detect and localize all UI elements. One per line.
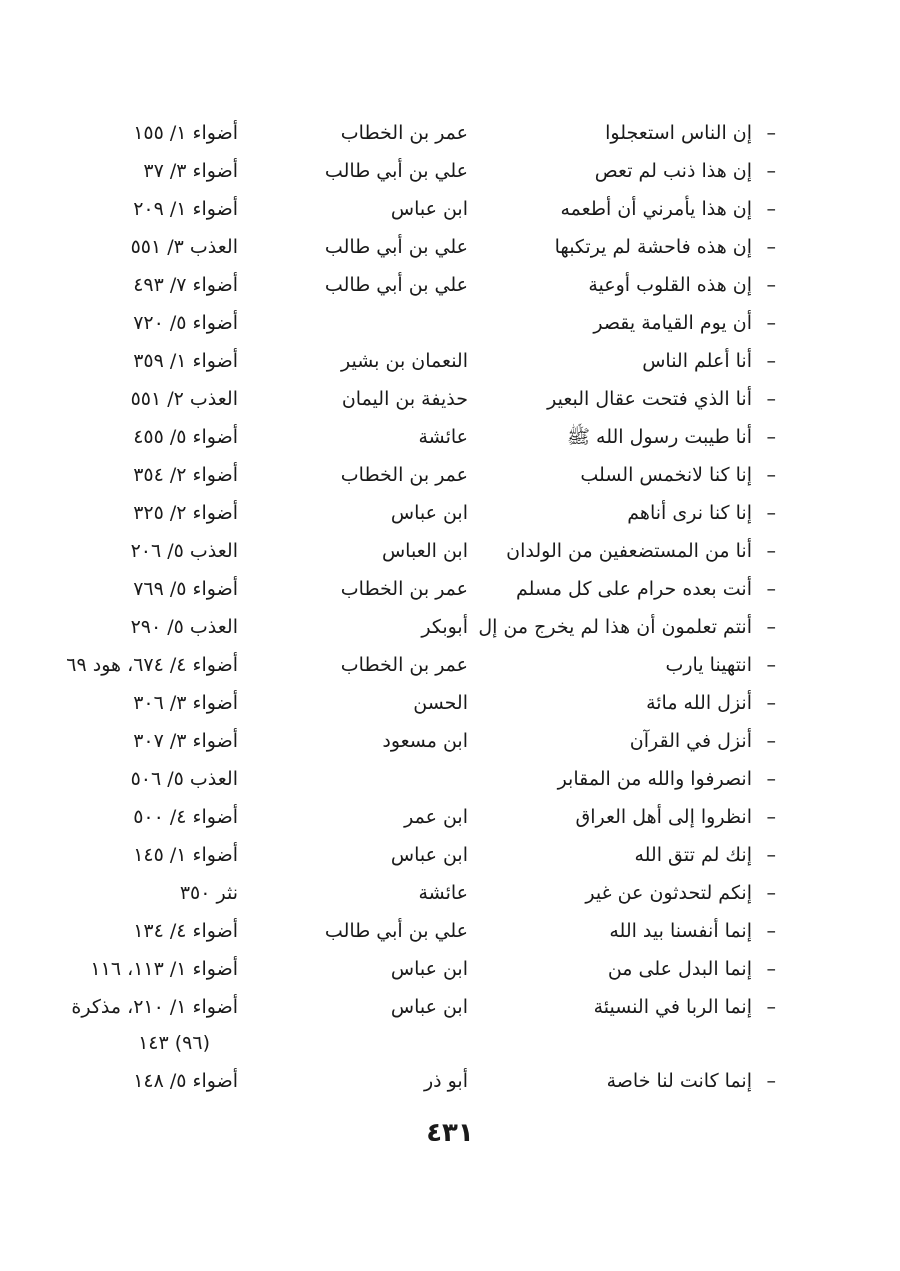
entry-text: أنا طيبت رسول الله ﷺ xyxy=(567,426,752,448)
entry-reference: العذب ٥/ ٢٩٠ xyxy=(130,616,238,638)
entry-reference: أضواء ٤/ ٦٧٤، هود ٦٩ xyxy=(66,654,238,676)
entry-narrator: علي بن أبي طالب xyxy=(324,236,468,258)
entry-text: إن هذه فاحشة لم يرتكبها xyxy=(554,236,752,258)
entry-dash: – xyxy=(766,122,776,144)
entry-narrator: ابن عباس xyxy=(390,198,468,220)
index-entry xyxy=(0,800,900,834)
entry-dash: – xyxy=(766,692,776,714)
entry-reference: أضواء ١/ ١٤٥ xyxy=(133,844,238,866)
entry-narrator: حذيفة بن اليمان xyxy=(341,388,468,410)
entry-reference: أضواء ٥/ ١٤٨ xyxy=(133,1070,238,1092)
entry-narrator: ابن مسعود xyxy=(382,730,468,752)
entry-narrator: ابن عباس xyxy=(390,844,468,866)
entry-text: أن يوم القيامة يقصر xyxy=(593,312,752,334)
index-entry xyxy=(0,914,900,948)
entry-narrator: الحسن xyxy=(413,692,468,714)
entry-text: أنا من المستضعفين من الولدان xyxy=(506,540,752,562)
entry-reference: العذب ٥/ ٥٠٦ xyxy=(130,768,238,790)
index-entry xyxy=(0,534,900,568)
entry-text: إنما البدل على من xyxy=(607,958,752,980)
entry-narrator: ابن عمر xyxy=(404,806,468,828)
entry-narrator: ابن عباس xyxy=(390,958,468,980)
entry-dash: – xyxy=(766,350,776,372)
entry-text: إنكم لتحدثون عن غير xyxy=(585,882,752,904)
entry-reference: أضواء ١/ ١٥٥ xyxy=(133,122,238,144)
index-entry xyxy=(0,572,900,606)
entry-narrator: علي بن أبي طالب xyxy=(324,160,468,182)
entry-reference: أضواء ٥/ ٧٢٠ xyxy=(133,312,238,334)
entry-text: أنا أعلم الناس xyxy=(642,350,752,372)
entry-dash: – xyxy=(766,160,776,182)
entry-reference: أضواء ٤/ ٥٠٠ xyxy=(133,806,238,828)
entry-narrator: عمر بن الخطاب xyxy=(340,122,468,144)
entry-dash: – xyxy=(766,844,776,866)
entry-dash: – xyxy=(766,996,776,1018)
entry-text: إنما الربا في النسيئة xyxy=(593,996,752,1018)
entry-dash: – xyxy=(766,730,776,752)
entry-narrator: عائشة xyxy=(418,426,468,448)
entry-text: أنزل في القرآن xyxy=(629,730,752,752)
entry-text: إن هذا ذنب لم تعص xyxy=(594,160,752,182)
entry-reference: أضواء ٣/ ٣٠٦ xyxy=(133,692,238,714)
index-entry xyxy=(0,116,900,150)
entry-reference: أضواء ٣/ ٣٠٧ xyxy=(133,730,238,752)
entry-text: إنما أنفسنا بيد الله xyxy=(609,920,752,942)
index-entry xyxy=(0,268,900,302)
entry-narrator: عمر بن الخطاب xyxy=(340,578,468,600)
entry-dash: – xyxy=(766,768,776,790)
entry-dash: – xyxy=(766,274,776,296)
entry-reference: أضواء ١/ ٢١٠، مذكرة xyxy=(71,996,238,1018)
entry-text: إنا كنا نرى أناهم xyxy=(627,502,752,524)
index-entry xyxy=(0,344,900,378)
index-entry-continuation xyxy=(0,1026,900,1060)
entry-narrator: النعمان بن بشير xyxy=(341,350,468,372)
entry-reference: أضواء ٢/ ٣٥٤ xyxy=(133,464,238,486)
entry-reference: العذب ٢/ ٥٥١ xyxy=(130,388,238,410)
entry-text: إن الناس استعجلوا xyxy=(605,122,752,144)
index-entry xyxy=(0,686,900,720)
entry-text: إن هذا يأمرني أن أطعمه xyxy=(560,198,752,220)
entry-reference: أضواء ٥/ ٤٥٥ xyxy=(133,426,238,448)
entry-dash: – xyxy=(766,958,776,980)
index-entry xyxy=(0,458,900,492)
entry-dash: – xyxy=(766,198,776,220)
index-entry xyxy=(0,382,900,416)
entry-reference-continued: (٩٦) ١٤٣ xyxy=(138,1032,210,1054)
entry-reference: أضواء ٢/ ٣٢٥ xyxy=(133,502,238,524)
entry-dash: – xyxy=(766,806,776,828)
entry-text: إنما كانت لنا خاصة xyxy=(606,1070,752,1092)
entry-dash: – xyxy=(766,502,776,524)
entry-narrator: علي بن أبي طالب xyxy=(324,920,468,942)
entry-dash: – xyxy=(766,578,776,600)
index-entry xyxy=(0,1064,900,1098)
index-entry xyxy=(0,990,900,1024)
entry-reference: أضواء ١/ ٣٥٩ xyxy=(133,350,238,372)
entry-reference: أضواء ٣/ ٣٧ xyxy=(143,160,238,182)
entry-reference: العذب ٥/ ٢٠٦ xyxy=(130,540,238,562)
entry-text: أنت بعده حرام على كل مسلم xyxy=(515,578,752,600)
index-entry xyxy=(0,230,900,264)
entry-text: انتهينا يارب xyxy=(665,654,752,676)
entry-text: أنزل الله مائة xyxy=(646,692,752,714)
entry-dash: – xyxy=(766,654,776,676)
index-entry xyxy=(0,724,900,758)
entry-text: إنك لم تتق الله xyxy=(634,844,752,866)
entry-dash: – xyxy=(766,920,776,942)
index-entry xyxy=(0,610,900,644)
index-entry xyxy=(0,496,900,530)
entry-narrator: أبو ذر xyxy=(423,1070,468,1092)
entry-reference: العذب ٣/ ٥٥١ xyxy=(130,236,238,258)
entry-reference: أضواء ١/ ١١٣، ١١٦ xyxy=(90,958,238,980)
entry-dash: – xyxy=(766,426,776,448)
entry-narrator: أبوبكر xyxy=(421,616,468,638)
entry-dash: – xyxy=(766,388,776,410)
entry-dash: – xyxy=(766,1070,776,1092)
entry-reference: نثر ٣٥٠ xyxy=(179,882,238,904)
entry-dash: – xyxy=(766,236,776,258)
index-entry xyxy=(0,154,900,188)
entry-narrator: عائشة xyxy=(418,882,468,904)
index-entry xyxy=(0,306,900,340)
entry-dash: – xyxy=(766,464,776,486)
index-entry xyxy=(0,876,900,910)
index-entry xyxy=(0,762,900,796)
entry-dash: – xyxy=(766,540,776,562)
entry-text: إن هذه القلوب أوعية xyxy=(588,274,752,296)
entry-reference: أضواء ٧/ ٤٩٣ xyxy=(133,274,238,296)
index-entry xyxy=(0,952,900,986)
entry-text: إنا كنا لانخمس السلب xyxy=(580,464,752,486)
index-entry xyxy=(0,192,900,226)
index-entry xyxy=(0,648,900,682)
entry-narrator: ابن العباس xyxy=(381,540,468,562)
entry-text: انظروا إلى أهل العراق xyxy=(575,806,752,828)
entry-dash: – xyxy=(766,616,776,638)
entry-reference: أضواء ٤/ ١٣٤ xyxy=(133,920,238,942)
index-entry xyxy=(0,420,900,454)
entry-dash: – xyxy=(766,882,776,904)
entry-narrator: علي بن أبي طالب xyxy=(324,274,468,296)
entry-narrator: ابن عباس xyxy=(390,502,468,524)
entry-dash: – xyxy=(766,312,776,334)
entry-narrator: عمر بن الخطاب xyxy=(340,464,468,486)
entry-narrator: عمر بن الخطاب xyxy=(340,654,468,676)
entry-text: انصرفوا والله من المقابر xyxy=(557,768,752,790)
entry-narrator: ابن عباس xyxy=(390,996,468,1018)
entry-text: أنا الذي فتحت عقال البعير xyxy=(547,388,752,410)
index-entry xyxy=(0,838,900,872)
entry-reference: أضواء ٥/ ٧٦٩ xyxy=(133,578,238,600)
entry-reference: أضواء ١/ ٢٠٩ xyxy=(133,198,238,220)
entry-text: أنتم تعلمون أن هذا لم يخرج من إل xyxy=(478,616,752,638)
page-number: ٤٣١ xyxy=(426,1118,474,1148)
